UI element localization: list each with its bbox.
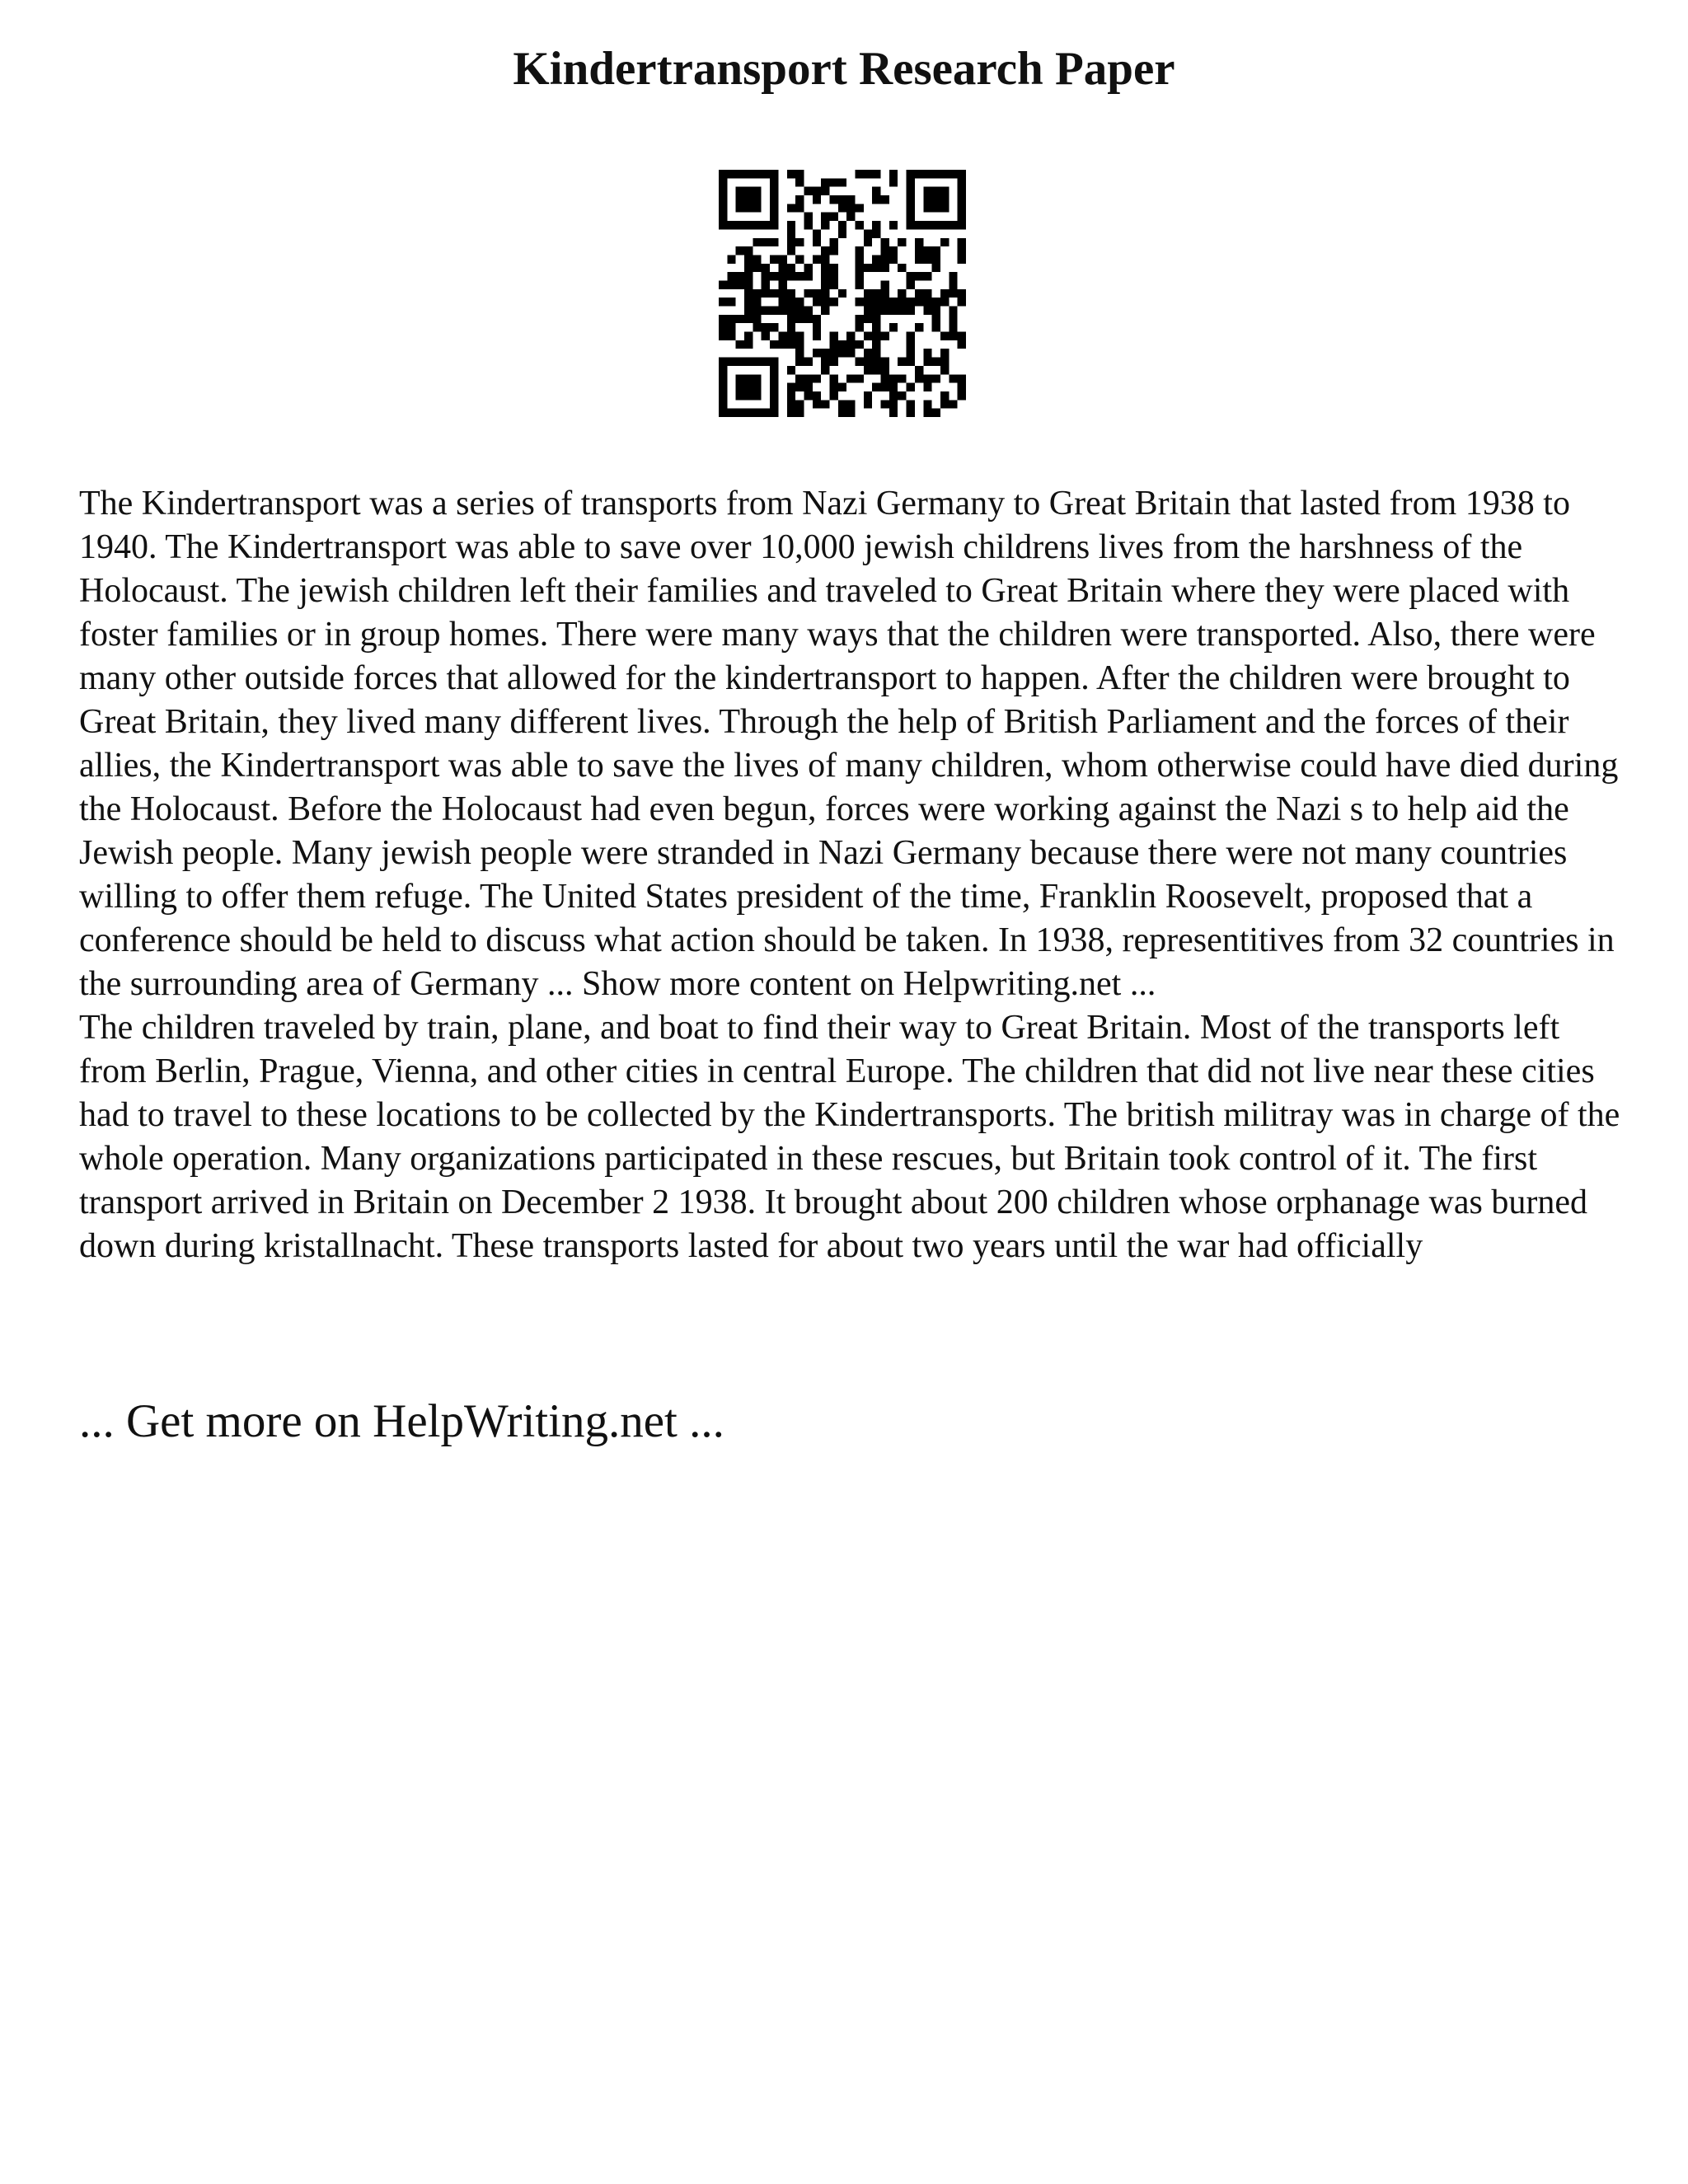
qr-code-icon [719, 170, 966, 417]
paragraph-1: The Kindertransport was a series of transports from Nazi Germany to Great Britain that lasted from 1938 to 1940. The Kindertransport was able to save over 10,000 jewish childrens lives from the harshness of the Holocaust. The jewish children left their families and traveled to Great Britain where they were placed with foster families or in group homes. There were many ways that the children were transported. Also, there were many other outside forces that allowed for the kindertransport to happen. After the children were brought to Great Britain, they lived many different lives. Through the help of British Parliament and the forces of their allies, the Kindertransport was able to save the lives of many children, whom otherwise could have died during the Holocaust. Before the Holocaust had even begun, forces were working against the Nazi s to help aid the Jewish people. Many jewish people were stranded in Nazi Germany because there were not many countries willing to offer them refuge. The United States president of the time, Franklin Roosevelt, proposed that a conference should be held to discuss what action should be taken. In 1938, representitives from 32 countries in the surrounding area of Germany ... Show more content on Helpwriting.net ... [79, 485, 1619, 1003]
paragraph-2: The children traveled by train, plane, and boat to find their way to Great Britain. Most of the transports left from Berlin, Prague, Vienna, and other cities in central Europe. The children that did not live near these cities had to travel to these locations to be collected by the Kindertransports. The british militray was in charge of the whole operation. Many organizations participated in these rescues, but Britain took control of it. The first transport arrived in Britain on December 2 1938. It brought about 200 children whose orphanage was burned down during kristallnacht. These transports lasted for about two years until the war had officially [79, 1009, 1620, 1265]
article-body [79, 482, 1629, 1268]
page-title: Kindertransport Research Paper [513, 43, 1175, 95]
get-more-link[interactable]: ... Get more on HelpWriting.net ... [79, 1395, 724, 1447]
